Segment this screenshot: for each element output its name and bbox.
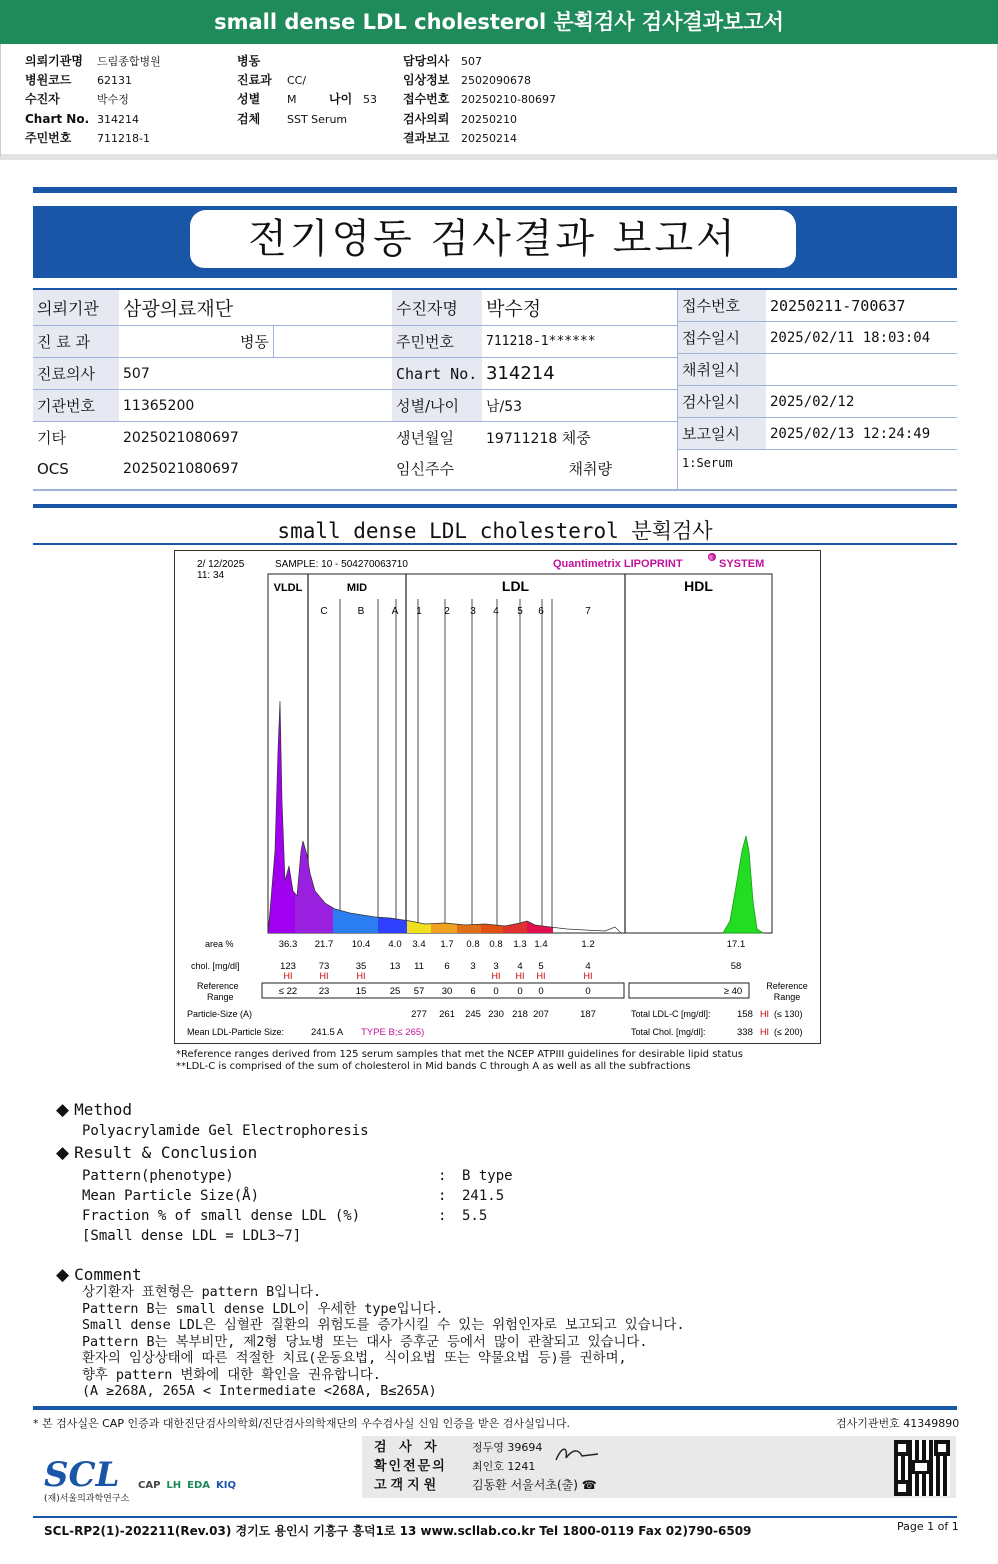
cap-badge-icon: CAP (138, 1480, 161, 1491)
kiq-badge-icon: KIQ (216, 1480, 237, 1491)
value-cell: 314214 (482, 358, 678, 390)
divider (33, 1406, 957, 1410)
reference-value: ≥ 40 (723, 986, 743, 997)
label-cell: 검사일시 (678, 386, 766, 418)
chol-value: 4 (517, 961, 523, 972)
area-value: 1.3 (513, 939, 527, 950)
sample-id: SAMPLE: 10 - 504270063710 (275, 559, 408, 570)
table-row (678, 322, 957, 354)
brand-tail: SYSTEM (719, 558, 765, 570)
footer-address: SCL-RP2(1)-202211(Rev.03) 경기도 용인시 기흥구 흥덕1로 13 www.scllab.co.kr Tel 1800-0119 Fax 02)790-6509 (44, 1524, 752, 1538)
method-title: Method (74, 1100, 132, 1119)
accreditation-badges (138, 1480, 236, 1491)
table-row (33, 326, 678, 358)
group-label: HDL (684, 578, 713, 594)
field-value: 20250210-80697 (461, 93, 556, 106)
field-value: 711218-1 (97, 132, 150, 145)
hi-flag: HI (356, 971, 366, 981)
comment-line: Pattern B는 복부비만, 제2형 당뇨병 또는 대사 증후군 등에서 많이 관찰되고 있습니다. (82, 1334, 648, 1350)
label-cell: 임신주수 (396, 460, 454, 478)
chol-value: 13 (389, 961, 401, 972)
chart-date: 2/ 12/2025 (197, 559, 245, 570)
trace-line (268, 701, 621, 933)
institution-number: 검사기관번호 41349890 (836, 1417, 960, 1430)
field-label: 성별 (237, 92, 261, 106)
label-cell: 성별/나이 (392, 390, 482, 422)
area-value: 21.7 (314, 939, 334, 950)
value-cell: 박수정 (482, 290, 678, 326)
volume-label: 채취량 (568, 460, 612, 478)
label-cell: 보고일시 (678, 418, 766, 450)
field-value: CC/ (287, 74, 307, 87)
report-title: 전기영동 검사결과 보고서 (190, 210, 796, 268)
reference-value: 0 (538, 986, 544, 997)
specimen-value: 1:Serum (682, 456, 733, 470)
section-title: small dense LDL cholesterol 분획검사 (277, 519, 713, 543)
band-label: 2 (444, 606, 450, 617)
area-value: 3.4 (412, 939, 426, 950)
signer-value: 최인호 1241 (472, 1460, 536, 1473)
area-value: 36.3 (278, 939, 298, 950)
particle-size-value: 207 (533, 1009, 549, 1020)
value-cell: 병동 (119, 326, 274, 358)
value-cell: 2025021080697 (123, 460, 239, 477)
field-value: 507 (461, 55, 482, 68)
label-cell: Chart No. (392, 358, 482, 390)
table-row (33, 290, 678, 326)
band-label: 4 (493, 606, 499, 617)
total-chol-flag: HI (760, 1027, 769, 1037)
value-cell: 711218-1****** (482, 326, 678, 358)
hi-flag: HI (283, 971, 293, 981)
value-cell: 2025/02/11 18:03:04 (766, 322, 957, 354)
age-value: 53 (363, 93, 377, 106)
divider (33, 489, 957, 491)
area-value: 10.4 (351, 939, 371, 950)
label-cell: 진료의사 (33, 358, 119, 390)
table-row (33, 422, 678, 454)
band-label: 7 (585, 606, 591, 617)
result-value: B type (462, 1168, 513, 1184)
patient-info-table (33, 290, 678, 484)
field-label: 접수번호 (403, 92, 450, 106)
chol-value: 3 (470, 961, 476, 972)
result-note: [Small dense LDL = LDL3~7] (82, 1228, 302, 1244)
table-row (678, 386, 957, 418)
hdl-reference-label: Reference (766, 981, 808, 991)
diamond-icon: ◆ (56, 1143, 70, 1163)
signature-icon (552, 1442, 602, 1466)
label-cell: 기타 (37, 429, 66, 447)
field-label: 임상정보 (403, 73, 450, 87)
eda-badge-icon: EDA (187, 1480, 211, 1491)
comment-title: Comment (74, 1265, 142, 1284)
comment-line: 향후 pattern 변화에 대한 확인을 권유합니다. (82, 1367, 381, 1383)
hdl-range-label: Range (773, 992, 801, 1002)
field-value: SST Serum (287, 113, 348, 126)
hi-flag: HI (583, 971, 593, 981)
chol-value: 3 (493, 961, 499, 972)
area-value: 1.2 (581, 939, 595, 950)
mean-type-value: TYPE B;≤ 265) (361, 1027, 425, 1038)
reference-value: 25 (389, 986, 401, 997)
value-cell: 2025/02/13 12:24:49 (766, 418, 957, 450)
chol-value: 123 (280, 961, 296, 972)
table-row (678, 450, 957, 487)
row-label-range: Range (207, 992, 234, 1002)
row-label-reference: Reference (197, 981, 239, 991)
trace-fill (407, 921, 431, 933)
chol-value: 35 (355, 961, 367, 972)
signer-label: 고객지원 (374, 1478, 441, 1493)
result-key: Pattern(phenotype) (82, 1168, 234, 1184)
trace-fill (431, 923, 457, 933)
lh-badge-icon: LH (166, 1480, 182, 1491)
field-label: 검체 (237, 112, 261, 126)
signer-label: 확인전문의 (374, 1459, 447, 1474)
hi-flag: HI (515, 971, 525, 981)
table-row (678, 354, 957, 386)
particle-size-value: 277 (411, 1009, 427, 1020)
signer-label: 검 사 자 (374, 1440, 441, 1455)
field-label: 결과보고 (403, 131, 450, 145)
particle-size-value: 245 (465, 1009, 481, 1020)
total-chol-ref: (≤ 200) (774, 1027, 803, 1037)
reference-value: 6 (470, 986, 476, 997)
comment-line: (A ≥268A, 265A < Intermediate <268A, B≤265A) (82, 1384, 437, 1399)
chol-value: 73 (318, 961, 330, 972)
receipt-info-table (678, 290, 957, 486)
reference-value: 0 (493, 986, 499, 997)
field-value: 20250210 (461, 113, 517, 126)
label-cell: 생년월일 (396, 429, 454, 447)
signer-box (362, 1436, 956, 1498)
band-label: 1 (416, 606, 422, 617)
label-cell: 주민번호 (392, 326, 482, 358)
value-cell: 2025021080697 (123, 429, 239, 446)
row-label-particle: Particle-Size (A) (187, 1009, 253, 1019)
label-cell: 기관번호 (33, 390, 119, 422)
band-label: C (320, 606, 328, 617)
field-value: 드림종합병원 (97, 55, 161, 68)
area-value: 0.8 (489, 939, 503, 950)
field-value: 20250214 (461, 132, 517, 145)
group-label: MID (346, 582, 368, 594)
signer-value: 정두영 39694 (472, 1441, 543, 1454)
table-row (33, 358, 678, 390)
age-label: 나이 (329, 92, 353, 106)
reference-value: 30 (441, 986, 453, 997)
trace-fill (457, 924, 481, 933)
area-value: 4.0 (388, 939, 402, 950)
divider (33, 543, 957, 545)
method-section (56, 1100, 369, 1139)
total-chol-label: Total Chol. [mg/dl]: (631, 1027, 706, 1037)
requisition-col-1 (25, 50, 161, 146)
band-label: A (391, 606, 399, 617)
field-label: 담당의사 (403, 54, 450, 68)
logo-text: SCL (44, 1455, 120, 1495)
value-cell: 삼광의료재단 (119, 290, 392, 326)
requisition-box (0, 44, 998, 160)
result-key: Fraction % of small dense LDL (%) (82, 1208, 361, 1224)
field-value: 2502090678 (461, 74, 531, 87)
note-line: *Reference ranges derived from 125 serum samples that met the NCEP ATPIII guidelines for desirable lipid status (176, 1049, 743, 1060)
signer-value: 김동환 서울서초(출) ☎ (472, 1478, 597, 1492)
label-cell: 의뢰기관 (33, 290, 119, 326)
chol-value: 6 (444, 961, 450, 972)
trace-fill (268, 701, 295, 933)
hi-flag: HI (319, 971, 329, 981)
divider (33, 504, 957, 508)
field-value: 62131 (97, 74, 132, 87)
requisition-col-3 (403, 50, 556, 146)
chol-value: 5 (538, 961, 544, 972)
label-cell: 수진자명 (392, 290, 482, 326)
particle-size-value: 187 (580, 1009, 596, 1020)
band-label: 3 (470, 606, 476, 617)
value-cell (766, 354, 957, 386)
electrophoresis-chart (174, 550, 821, 1044)
total-ldl-flag: HI (760, 1009, 769, 1019)
field-value: 박수정 (97, 93, 129, 106)
label-cell: 진 료 과 (33, 326, 119, 358)
result-rows: Pattern(phenotype) : B type Mean Particle Size(Å) : 241.5 Fraction % of small dense LDL (%) : 5.5 [Small dense LDL = LDL3~7] (82, 1168, 513, 1248)
label-cell: OCS (37, 459, 69, 478)
area-value: 1.4 (534, 939, 548, 950)
comment-line: 환자의 임상상태에 따른 적절한 치료(운동요법, 식이요법 또는 약물요법 등)를 권하며, (82, 1351, 627, 1366)
value-cell: 20250211-700637 (766, 290, 957, 322)
hdl-peak (723, 836, 763, 933)
label-cell: 채취일시 (678, 354, 766, 386)
particle-size-value: 218 (512, 1009, 528, 1020)
group-label: VLDL (273, 582, 303, 594)
document-title-bar: small dense LDL cholesterol 분획검사 검사결과보고서 (0, 0, 998, 44)
trace-fill (503, 921, 527, 933)
value-cell: 507 (119, 358, 392, 390)
divider (33, 1516, 957, 1518)
reference-value: 0 (585, 986, 591, 997)
result-title: Result & Conclusion (74, 1143, 258, 1162)
label-cell: 접수일시 (678, 322, 766, 354)
result-value: 5.5 (462, 1208, 488, 1224)
reference-value: 57 (413, 986, 425, 997)
comment-line: 상기환자 표현형은 pattern B입니다. (82, 1285, 322, 1300)
method-text: Polyacrylamide Gel Electrophoresis (82, 1123, 369, 1139)
band-label: 5 (517, 606, 523, 617)
row-label-chol: chol. [mg/dl] (191, 961, 240, 971)
trace-fill (333, 908, 378, 933)
chol-value: 58 (730, 961, 742, 972)
reference-value: 0 (517, 986, 523, 997)
result-section (56, 1143, 513, 1248)
certification-note: * 본 검사실은 CAP 인증과 대한진단검사의학회/진단검사의학재단의 우수검사실 신임 인증을 받은 검사실입니다. (33, 1417, 571, 1430)
comment-lines (82, 1285, 685, 1401)
chol-value: 11 (414, 961, 424, 972)
area-value: 17.1 (726, 939, 746, 950)
table-row (678, 418, 957, 450)
result-key: Mean Particle Size(Å) (82, 1188, 260, 1204)
field-label: 병원코드 (25, 73, 72, 87)
label-cell: 접수번호 (678, 290, 766, 322)
table-row (33, 453, 678, 484)
brand-mark-text: ® (709, 556, 714, 562)
total-ldl-value: 158 (737, 1009, 753, 1020)
electrophoresis-svg (175, 551, 820, 1043)
comment-section (56, 1265, 685, 1401)
total-ldl-ref: (≤ 130) (774, 1009, 803, 1019)
chol-value: 4 (585, 961, 591, 972)
hi-flag: HI (491, 971, 501, 981)
diamond-icon: ◆ (56, 1265, 70, 1285)
area-value: 1.7 (440, 939, 454, 950)
note-line: **LDL-C is comprised of the sum of cholesterol in Mid bands C through A as well as all the subfractions (176, 1061, 691, 1072)
band-label: B (357, 606, 365, 617)
field-label: 주민번호 (25, 131, 72, 145)
field-value: M (287, 93, 297, 106)
field-label: 검사의뢰 (403, 112, 450, 126)
value-cell: 19711218 (486, 431, 558, 447)
field-label: 진료과 (237, 73, 272, 87)
hi-flag: HI (536, 971, 546, 981)
row-label-mean: Mean LDL-Particle Size: (187, 1027, 285, 1037)
mean-size-value: 241.5 A (311, 1027, 344, 1038)
value-cell: 11365200 (119, 390, 392, 422)
reference-value: 23 (318, 986, 330, 997)
table-row (33, 390, 678, 422)
result-value: 241.5 (462, 1188, 505, 1204)
scl-logo (44, 1455, 129, 1504)
field-label: 병동 (237, 54, 261, 68)
brand-name: Quantimetrix LIPOPRINT (553, 558, 683, 570)
logo-subtitle: (재)서울의과학연구소 (44, 1494, 130, 1504)
field-label: 의뢰기관명 (25, 54, 83, 68)
area-value: 0.8 (466, 939, 480, 950)
chart-notes (176, 1049, 743, 1073)
requisition-col-2 (237, 50, 377, 127)
reference-value: 15 (355, 986, 367, 997)
weight-label: 체중 (561, 429, 591, 447)
value-cell: 2025/02/12 (766, 386, 957, 418)
field-label: Chart No. (25, 112, 90, 126)
comment-line: Small dense LDL은 심혈관 질환의 위험도를 증가시킬 수 있는 위험인자로 보고되고 있습니다. (82, 1318, 685, 1333)
group-label: LDL (501, 578, 530, 594)
divider (33, 187, 957, 193)
chart-time: 11: 34 (197, 570, 225, 581)
value-cell: 남/53 (482, 390, 678, 422)
page-number: Page 1 of 1 (897, 1520, 959, 1533)
row-label-area: area % (205, 939, 234, 949)
table-row (678, 290, 957, 322)
band-label: 6 (538, 606, 544, 617)
particle-size-value: 230 (488, 1009, 504, 1020)
reference-value: ≤ 22 (278, 986, 298, 997)
field-label: 수진자 (25, 92, 60, 106)
total-chol-value: 338 (737, 1027, 753, 1038)
field-value: 314214 (97, 113, 139, 126)
qr-code-icon (894, 1440, 950, 1496)
value-cell (274, 326, 393, 358)
comment-line: Pattern B는 small dense LDL이 우세한 type입니다. (82, 1301, 444, 1317)
diamond-icon: ◆ (56, 1100, 70, 1120)
particle-size-value: 261 (439, 1009, 455, 1020)
total-ldl-label: Total LDL-C [mg/dl]: (631, 1009, 711, 1019)
